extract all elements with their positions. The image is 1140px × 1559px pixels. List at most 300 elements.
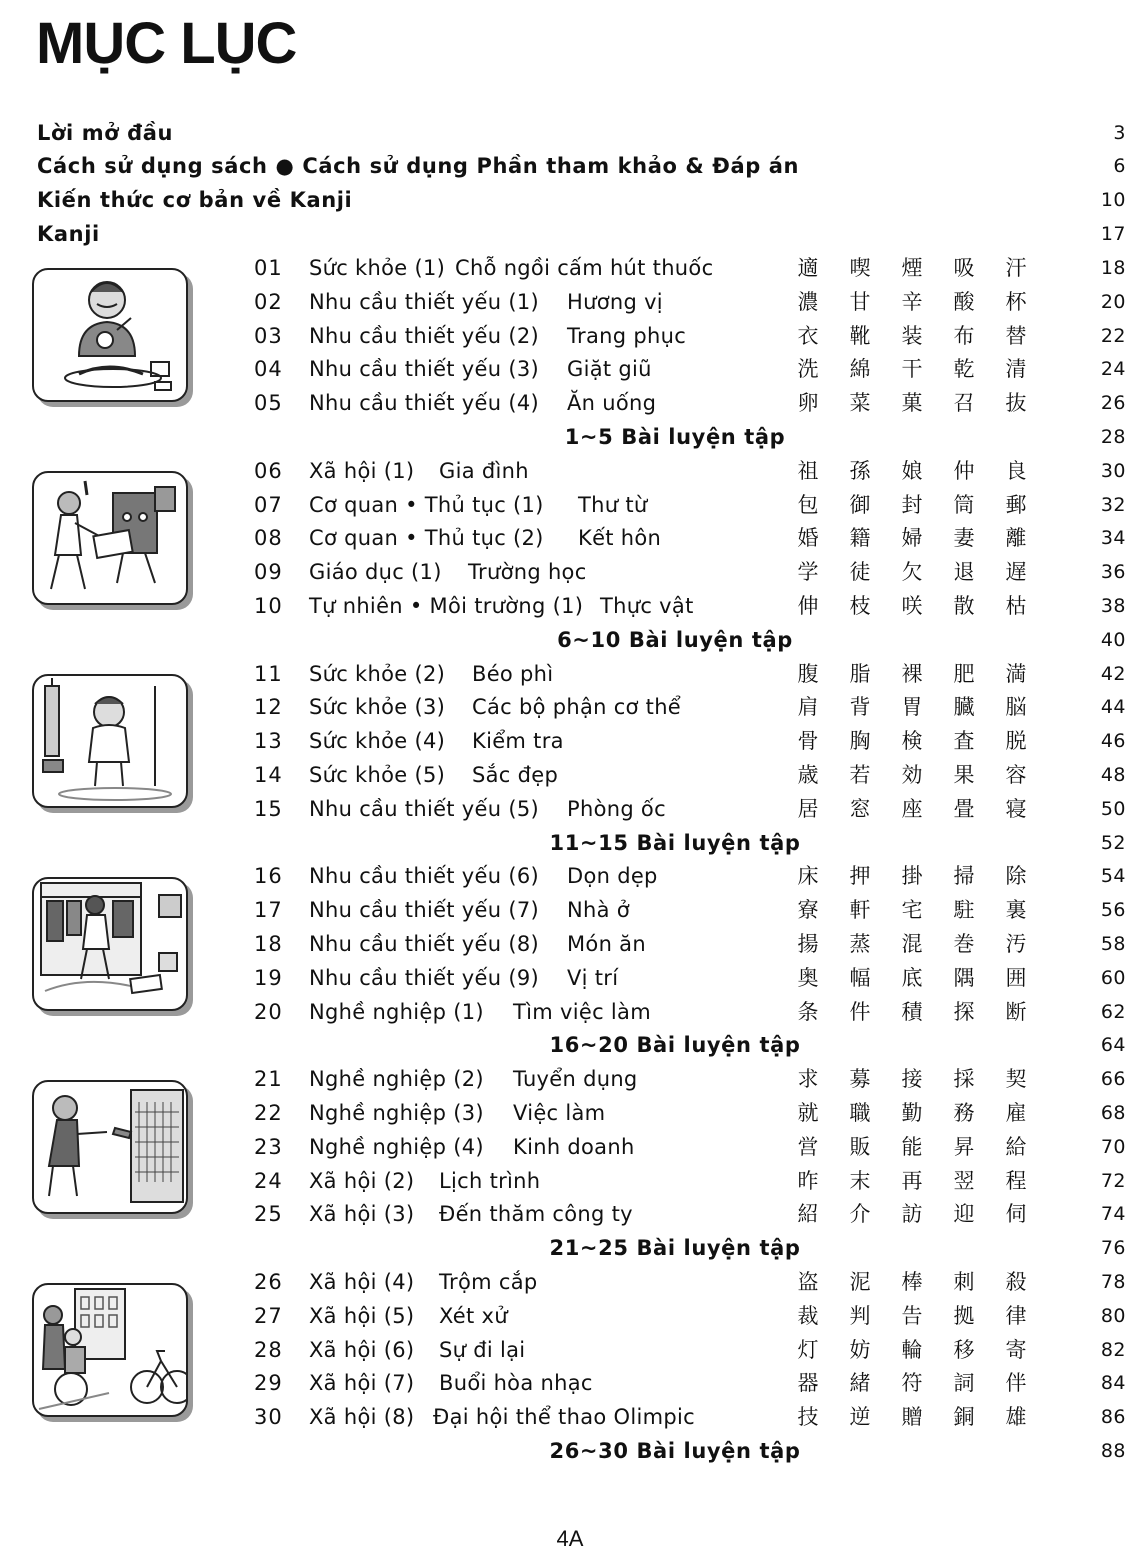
- lesson-kanji: 押: [849, 864, 871, 889]
- lesson-number: 11: [254, 661, 283, 686]
- lesson-topic: Tự nhiên • Môi trường (1): [309, 594, 584, 618]
- lesson-kanji: 包: [797, 492, 819, 517]
- lesson-page: 48: [1100, 764, 1126, 786]
- lesson-kanji: 乾: [953, 357, 975, 382]
- lesson-kanji: 技: [797, 1405, 819, 1430]
- lesson-row[interactable]: [0, 1366, 1140, 1400]
- lesson-kanji: 替: [1005, 323, 1027, 348]
- lesson-kanji: 底: [901, 965, 923, 990]
- lesson-kanji: 就: [797, 1101, 819, 1125]
- lesson-kanji: 容: [1005, 763, 1027, 787]
- lesson-row[interactable]: [0, 352, 1140, 386]
- review-label: 21~25 Bài luyện tập: [549, 1236, 801, 1261]
- lesson-number: 07: [254, 492, 283, 517]
- toc-entry[interactable]: [37, 149, 1126, 183]
- lesson-row[interactable]: [0, 1265, 1140, 1299]
- lesson-kanji: 若: [849, 763, 871, 787]
- lesson-kanji: 条: [797, 999, 819, 1024]
- lesson-kanji: 募: [849, 1067, 871, 1092]
- lesson-kanji: 給: [1005, 1134, 1027, 1159]
- lesson-page: 60: [1100, 966, 1126, 989]
- lesson-kanji: 軒: [849, 898, 871, 923]
- lesson-kanji: 床: [797, 864, 819, 889]
- lesson-kanji: 採: [953, 1067, 975, 1092]
- review-row[interactable]: [0, 1231, 1140, 1265]
- lesson-subtopic: Nhà ở: [567, 898, 630, 923]
- review-page: 28: [1100, 426, 1126, 448]
- lesson-kanji: 介: [849, 1202, 871, 1227]
- lesson-kanji: 告: [901, 1303, 923, 1328]
- lesson-kanji: 駐: [953, 898, 975, 923]
- lesson-kanji: 迎: [953, 1202, 975, 1227]
- lesson-number: 05: [254, 391, 283, 416]
- lesson-page: 36: [1100, 561, 1126, 584]
- lesson-row[interactable]: [0, 251, 1140, 285]
- lesson-kanji: 雄: [1005, 1405, 1027, 1430]
- lesson-kanji: 妻: [953, 526, 975, 551]
- lesson-topic: Nghề nghiệp (1): [309, 999, 484, 1024]
- lesson-page: 42: [1100, 662, 1126, 685]
- lesson-kanji: 探: [953, 999, 975, 1024]
- lesson-row[interactable]: [0, 1164, 1140, 1198]
- lesson-kanji: 筒: [953, 492, 975, 517]
- lesson-row[interactable]: [0, 1400, 1140, 1434]
- lesson-kanji: 銅: [953, 1405, 975, 1430]
- lesson-subtopic: Tuyển dụng: [513, 1067, 638, 1092]
- lesson-number: 27: [254, 1303, 283, 1328]
- lesson-kanji: 窓: [849, 796, 871, 821]
- lesson-kanji: 求: [797, 1067, 819, 1092]
- lesson-kanji: 除: [1005, 864, 1027, 889]
- lesson-kanji: 昨: [797, 1168, 819, 1193]
- lesson-page: 18: [1100, 257, 1126, 279]
- lesson-row[interactable]: [0, 454, 1140, 488]
- lesson-number: 22: [254, 1101, 283, 1125]
- lesson-number: 12: [254, 695, 283, 720]
- lesson-kanji: 退: [953, 560, 975, 585]
- lesson-kanji: 欠: [901, 560, 923, 585]
- lesson-row[interactable]: [0, 555, 1140, 589]
- page-number-footer: 4A: [556, 1526, 584, 1551]
- lesson-page: 24: [1100, 358, 1126, 381]
- lesson-row[interactable]: [0, 319, 1140, 353]
- lesson-kanji: 伴: [1005, 1371, 1027, 1396]
- toc-entry-label: Lời mở đầu: [37, 121, 174, 145]
- lesson-row[interactable]: [0, 589, 1140, 623]
- lesson-kanji: 胃: [901, 695, 923, 720]
- lesson-topic: Sức khỏe (3): [309, 695, 446, 720]
- lesson-kanji: 程: [1005, 1168, 1027, 1193]
- lesson-number: 02: [254, 289, 283, 314]
- lesson-page: 86: [1100, 1406, 1126, 1429]
- lesson-kanji: 靴: [849, 323, 871, 348]
- lesson-kanji: 婚: [797, 526, 819, 551]
- lesson-kanji: 脂: [849, 661, 871, 686]
- review-row[interactable]: [0, 826, 1140, 860]
- lesson-kanji: 泥: [849, 1270, 871, 1294]
- lesson-kanji: 蒸: [849, 932, 871, 956]
- lesson-kanji: 逆: [849, 1405, 871, 1430]
- lesson-kanji: 職: [849, 1101, 871, 1125]
- lesson-row[interactable]: [0, 521, 1140, 555]
- lesson-kanji: 揚: [797, 932, 819, 956]
- lesson-kanji: 枯: [1005, 594, 1027, 618]
- lesson-kanji: 御: [849, 492, 871, 517]
- lesson-number: 25: [254, 1202, 283, 1227]
- lesson-kanji: 肥: [953, 661, 975, 686]
- lesson-kanji: 適: [797, 256, 819, 280]
- lesson-subtopic: Các bộ phận cơ thể: [472, 695, 682, 720]
- toc-entry-page: 6: [1113, 155, 1126, 177]
- lesson-row[interactable]: [0, 285, 1140, 319]
- lesson-topic: Nghề nghiệp (2): [309, 1067, 484, 1092]
- lesson-kanji: 契: [1005, 1067, 1027, 1092]
- lesson-kanji: 郵: [1005, 492, 1027, 517]
- lesson-row[interactable]: [0, 792, 1140, 826]
- lesson-page: 56: [1100, 899, 1126, 922]
- lesson-subtopic: Lịch trình: [439, 1168, 541, 1193]
- lesson-kanji: 背: [849, 695, 871, 720]
- lesson-page: 74: [1100, 1203, 1126, 1226]
- lesson-kanji: 骨: [797, 729, 819, 754]
- lesson-subtopic: Dọn dẹp: [567, 864, 658, 889]
- lesson-subtopic: Trộm cắp: [439, 1270, 538, 1294]
- lesson-kanji: 寮: [797, 898, 819, 923]
- lesson-row[interactable]: [0, 488, 1140, 522]
- lesson-kanji: 判: [849, 1303, 871, 1328]
- lesson-page: 32: [1100, 493, 1126, 516]
- lesson-number: 13: [254, 729, 283, 754]
- lesson-subtopic: Món ăn: [567, 932, 646, 956]
- lesson-number: 23: [254, 1134, 283, 1159]
- lesson-kanji: 再: [901, 1168, 923, 1193]
- lesson-subtopic: Giặt giũ: [567, 357, 652, 382]
- lesson-topic: Sức khỏe (2): [309, 661, 446, 686]
- lesson-kanji: 腹: [797, 661, 819, 686]
- lesson-kanji: 臓: [953, 695, 975, 720]
- lesson-row[interactable]: [0, 1062, 1140, 1096]
- lesson-kanji: 紹: [797, 1202, 819, 1227]
- lesson-kanji: 翌: [953, 1168, 975, 1193]
- lesson-page: 30: [1100, 459, 1126, 482]
- lesson-kanji: 杯: [1005, 289, 1027, 314]
- lesson-topic: Nhu cầu thiết yếu (8): [309, 932, 539, 956]
- lesson-row[interactable]: [0, 1096, 1140, 1130]
- lesson-kanji: 抜: [1005, 391, 1027, 416]
- lesson-kanji: 洗: [797, 357, 819, 382]
- lesson-topic: Sức khỏe (1): [309, 256, 446, 280]
- lesson-kanji: 緒: [849, 1371, 871, 1396]
- lesson-subtopic: Sự đi lại: [439, 1337, 526, 1362]
- lesson-number: 01: [254, 256, 283, 280]
- lesson-page: 80: [1100, 1304, 1126, 1327]
- lesson-kanji: 寝: [1005, 796, 1027, 821]
- lesson-kanji: 喫: [849, 256, 871, 280]
- lesson-topic: Nhu cầu thiết yếu (3): [309, 357, 539, 382]
- lesson-subtopic: Hương vị: [567, 289, 663, 314]
- lesson-kanji: 妨: [849, 1337, 871, 1362]
- lesson-kanji: 孫: [849, 458, 871, 483]
- lesson-kanji: 汚: [1005, 932, 1027, 956]
- lesson-topic: Xã hội (3): [309, 1202, 415, 1227]
- lesson-row[interactable]: [0, 859, 1140, 893]
- lesson-subtopic: Buổi hòa nhạc: [439, 1371, 593, 1396]
- lesson-number: 03: [254, 323, 283, 348]
- lesson-topic: Nhu cầu thiết yếu (5): [309, 796, 539, 821]
- lesson-subtopic: Phòng ốc: [567, 796, 666, 821]
- toc-entry-page: 10: [1100, 189, 1126, 211]
- lesson-kanji: 婦: [901, 526, 923, 551]
- lesson-kanji: 巻: [953, 932, 975, 956]
- lesson-kanji: 検: [901, 729, 923, 754]
- lesson-kanji: 裸: [901, 661, 923, 686]
- lesson-page: 66: [1100, 1068, 1126, 1091]
- lesson-kanji: 寄: [1005, 1337, 1027, 1362]
- lesson-kanji: 裁: [797, 1303, 819, 1328]
- lesson-row[interactable]: [0, 1299, 1140, 1333]
- lesson-kanji: 輪: [901, 1337, 923, 1362]
- lesson-kanji: 接: [901, 1067, 923, 1092]
- lesson-kanji: 効: [901, 763, 923, 787]
- lesson-subtopic: Trang phục: [567, 323, 687, 348]
- review-row[interactable]: [0, 1434, 1140, 1468]
- lesson-page: 84: [1100, 1372, 1126, 1395]
- lesson-page: 26: [1100, 392, 1126, 415]
- lesson-row[interactable]: [0, 690, 1140, 724]
- lesson-kanji: 召: [953, 391, 975, 416]
- lesson-subtopic: Kiểm tra: [472, 729, 564, 754]
- toc-entry-label: Cách sử dụng sách ● Cách sử dụng Phần tham khảo & Đáp án: [37, 154, 800, 178]
- lesson-kanji: 末: [849, 1168, 871, 1193]
- lesson-page: 82: [1100, 1338, 1126, 1361]
- lesson-kanji: 封: [901, 492, 923, 517]
- lesson-kanji: 畳: [953, 796, 975, 821]
- lesson-kanji: 積: [901, 999, 923, 1024]
- lesson-row[interactable]: [0, 724, 1140, 758]
- lesson-kanji: 断: [1005, 999, 1027, 1024]
- lesson-row[interactable]: [0, 1197, 1140, 1231]
- lesson-kanji: 良: [1005, 458, 1027, 483]
- lesson-kanji: 吸: [953, 256, 975, 280]
- lesson-kanji: 綿: [849, 357, 871, 382]
- lesson-number: 20: [254, 999, 283, 1024]
- lesson-page: 54: [1100, 865, 1126, 888]
- lesson-kanji: 辛: [901, 289, 923, 314]
- lesson-number: 14: [254, 763, 283, 787]
- lesson-subtopic: Vị trí: [567, 965, 619, 990]
- review-page: 40: [1100, 628, 1126, 651]
- lesson-row[interactable]: [0, 927, 1140, 961]
- lesson-row[interactable]: [0, 657, 1140, 691]
- lesson-kanji: 裏: [1005, 898, 1027, 923]
- lesson-page: 46: [1100, 730, 1126, 753]
- lesson-kanji: 棒: [901, 1270, 923, 1294]
- lesson-kanji: 衣: [797, 323, 819, 348]
- lesson-number: 08: [254, 526, 283, 551]
- toc-entry-label: Kanji: [37, 222, 100, 246]
- lesson-number: 24: [254, 1168, 283, 1193]
- lesson-page: 44: [1100, 696, 1126, 719]
- lesson-topic: Nhu cầu thiết yếu (7): [309, 898, 539, 923]
- lesson-kanji: 幅: [849, 965, 871, 990]
- lesson-kanji: 干: [901, 357, 923, 382]
- lesson-row[interactable]: [0, 961, 1140, 995]
- lesson-topic: Sức khỏe (4): [309, 729, 446, 754]
- lesson-kanji: 贈: [901, 1405, 923, 1430]
- lesson-kanji: 刺: [953, 1270, 975, 1294]
- lesson-kanji: 煙: [901, 256, 923, 280]
- lesson-subtopic: Thực vật: [600, 594, 694, 618]
- lesson-subtopic: Ăn uống: [567, 391, 657, 416]
- lesson-kanji: 雇: [1005, 1101, 1027, 1125]
- lesson-kanji: 掃: [953, 864, 975, 889]
- lesson-kanji: 菓: [901, 391, 923, 416]
- lesson-row[interactable]: [0, 1130, 1140, 1164]
- lesson-subtopic: Sắc đẹp: [472, 763, 559, 787]
- lesson-number: 04: [254, 357, 283, 382]
- lesson-topic: Nhu cầu thiết yếu (2): [309, 323, 539, 348]
- lesson-page: 62: [1100, 1000, 1126, 1023]
- lesson-kanji: 訪: [901, 1202, 923, 1227]
- toc-entry-label: Kiến thức cơ bản về Kanji: [37, 188, 353, 212]
- lesson-page: 58: [1100, 933, 1126, 955]
- lesson-kanji: 宅: [901, 898, 923, 923]
- toc-entry[interactable]: [37, 116, 1126, 150]
- lesson-topic: Xã hội (5): [309, 1303, 415, 1328]
- lesson-page: 22: [1100, 324, 1126, 347]
- lesson-page: 72: [1100, 1169, 1126, 1192]
- lesson-kanji: 伸: [797, 594, 819, 618]
- lesson-row[interactable]: [0, 758, 1140, 792]
- lesson-number: 28: [254, 1337, 283, 1362]
- lesson-number: 26: [254, 1270, 283, 1294]
- lesson-kanji: 脳: [1005, 695, 1027, 720]
- lesson-number: 10: [254, 594, 283, 618]
- review-page: 64: [1100, 1034, 1126, 1057]
- lesson-topic: Xã hội (8): [309, 1405, 415, 1430]
- lesson-topic: Giáo dục (1): [309, 560, 442, 585]
- lesson-kanji: 詞: [953, 1371, 975, 1396]
- lesson-page: 50: [1100, 797, 1126, 820]
- review-label: 16~20 Bài luyện tập: [549, 1033, 801, 1058]
- lesson-topic: Xã hội (6): [309, 1337, 415, 1362]
- lesson-kanji: 徒: [849, 560, 871, 585]
- lesson-kanji: 布: [953, 323, 975, 348]
- lesson-subtopic: Chỗ ngồi cấm hút thuốc: [455, 256, 714, 280]
- lesson-kanji: 伺: [1005, 1202, 1027, 1227]
- lesson-kanji: 営: [797, 1134, 819, 1159]
- lesson-page: 38: [1100, 595, 1126, 617]
- lesson-row[interactable]: [0, 995, 1140, 1029]
- lesson-page: 34: [1100, 527, 1126, 550]
- lesson-kanji: 汗: [1005, 256, 1027, 280]
- toc-entry-page: 17: [1100, 223, 1126, 245]
- toc-entry[interactable]: [37, 183, 1126, 217]
- lesson-kanji: 枝: [849, 594, 871, 618]
- lesson-kanji: 歳: [797, 763, 819, 787]
- lesson-kanji: 符: [901, 1371, 923, 1396]
- review-page: 88: [1100, 1440, 1126, 1462]
- lesson-kanji: 移: [953, 1337, 975, 1362]
- lesson-topic: Nhu cầu thiết yếu (9): [309, 965, 539, 990]
- review-row[interactable]: [0, 420, 1140, 454]
- lesson-kanji: 務: [953, 1101, 975, 1125]
- lesson-kanji: 娘: [901, 458, 923, 483]
- page-title: MỤC LỤC: [36, 11, 297, 76]
- lesson-kanji: 籍: [849, 526, 871, 551]
- lesson-subtopic: Thư từ: [578, 492, 648, 517]
- lesson-kanji: 果: [953, 763, 975, 787]
- lesson-kanji: 律: [1005, 1303, 1027, 1328]
- toc-entry[interactable]: [37, 217, 1126, 251]
- lesson-topic: Nghề nghiệp (3): [309, 1101, 484, 1125]
- lesson-topic: Xã hội (2): [309, 1168, 415, 1193]
- lesson-row[interactable]: [0, 1333, 1140, 1367]
- lesson-number: 18: [254, 932, 283, 956]
- lesson-subtopic: Béo phì: [472, 661, 554, 686]
- lesson-kanji: 甘: [849, 289, 871, 314]
- lesson-topic: Nhu cầu thiết yếu (4): [309, 391, 539, 416]
- review-label: 1~5 Bài luyện tập: [564, 425, 786, 449]
- review-row[interactable]: [0, 1028, 1140, 1062]
- lesson-kanji: 灯: [797, 1337, 819, 1362]
- lesson-subtopic: Kết hôn: [578, 526, 662, 551]
- lesson-kanji: 装: [901, 323, 923, 348]
- lesson-kanji: 件: [849, 999, 871, 1024]
- lesson-subtopic: Trường học: [468, 560, 587, 585]
- lesson-subtopic: Kinh doanh: [513, 1134, 635, 1159]
- lesson-kanji: 菜: [849, 391, 871, 416]
- lesson-topic: Nhu cầu thiết yếu (1): [309, 289, 539, 314]
- lesson-row[interactable]: [0, 386, 1140, 420]
- lesson-kanji: 遅: [1005, 560, 1027, 585]
- lesson-kanji: 奥: [797, 965, 819, 990]
- lesson-page: 68: [1100, 1102, 1126, 1124]
- toc-entry-page: 3: [1113, 122, 1126, 144]
- lesson-topic: Sức khỏe (5): [309, 763, 446, 787]
- review-page: 76: [1100, 1237, 1126, 1260]
- lesson-kanji: 器: [797, 1371, 819, 1396]
- lesson-subtopic: Xét xử: [439, 1303, 508, 1328]
- lesson-page: 78: [1100, 1271, 1126, 1293]
- review-label: 26~30 Bài luyện tập: [549, 1439, 801, 1463]
- lesson-kanji: 胸: [849, 729, 871, 754]
- lesson-subtopic: Việc làm: [513, 1101, 606, 1125]
- lesson-kanji: 能: [901, 1134, 923, 1159]
- lesson-kanji: 仲: [953, 458, 975, 483]
- review-label: 6~10 Bài luyện tập: [557, 627, 793, 652]
- lesson-kanji: 脱: [1005, 729, 1027, 754]
- lesson-number: 21: [254, 1067, 283, 1092]
- review-page: 52: [1100, 831, 1126, 854]
- lesson-topic: Xã hội (1): [309, 458, 415, 483]
- lesson-page: 70: [1100, 1135, 1126, 1158]
- lesson-kanji: 卵: [797, 391, 819, 416]
- lesson-kanji: 散: [953, 594, 975, 618]
- lesson-row[interactable]: [0, 893, 1140, 927]
- lesson-kanji: 昇: [953, 1134, 975, 1159]
- review-row[interactable]: [0, 623, 1140, 657]
- lesson-kanji: 座: [901, 796, 923, 821]
- lesson-number: 06: [254, 458, 283, 483]
- lesson-kanji: 掛: [901, 864, 923, 889]
- lesson-kanji: 咲: [901, 594, 923, 618]
- lesson-topic: Xã hội (4): [309, 1270, 415, 1294]
- lesson-kanji: 学: [797, 560, 819, 585]
- lesson-kanji: 盗: [797, 1270, 819, 1294]
- lesson-page: 20: [1100, 290, 1126, 313]
- lesson-kanji: 査: [953, 729, 975, 754]
